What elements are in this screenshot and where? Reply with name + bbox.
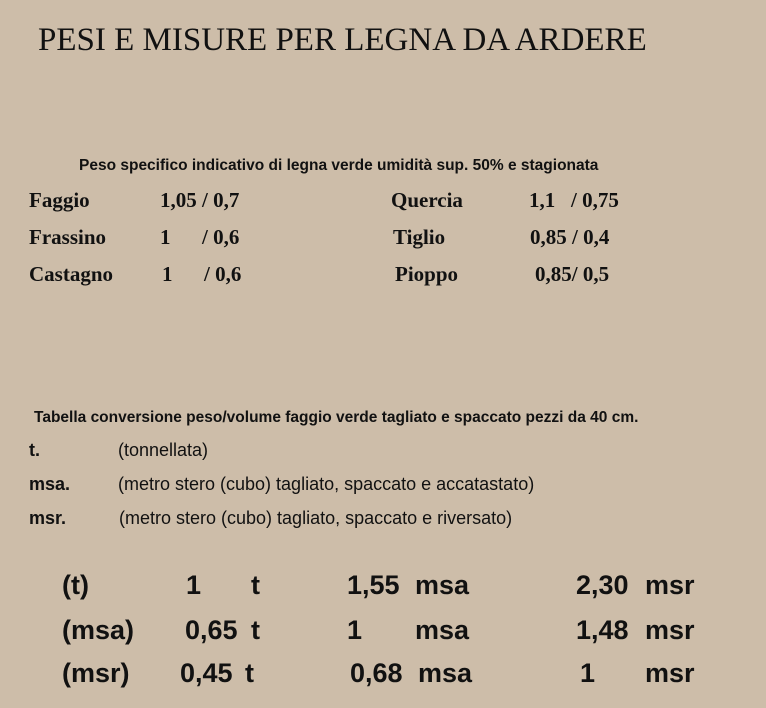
wood-value: 0,85 / 0,4 (530, 225, 610, 249)
conversion-t-unit: t (245, 658, 254, 688)
wood-value: 1,05 / 0,7 (160, 188, 240, 212)
conversion-msr-value: 1,48 (576, 615, 629, 645)
conversion-msa-unit: msa (418, 658, 473, 688)
wood-name: Quercia (391, 188, 463, 212)
wood-name: Frassino (29, 225, 107, 249)
wood-value: 1 / 0,6 (162, 262, 242, 286)
conversion-msa-unit: msa (415, 570, 470, 600)
wood-name: Tiglio (393, 225, 446, 249)
conversion-msr-unit: msr (645, 615, 695, 645)
conversion-msa-value: 1 (347, 615, 363, 645)
legend-abbr: t. (29, 440, 40, 460)
legend-abbr: msa. (29, 474, 71, 494)
legend-desc: (metro stero (cubo) tagliato, spaccato e riversato) (119, 508, 513, 528)
wood-value: 0,85/ 0,5 (535, 262, 610, 286)
weights-heading: Peso specifico indicativo di legna verde umidità sup. 50% e stagionata (79, 157, 599, 174)
conversion-msr-unit: msr (645, 570, 695, 600)
legend-desc: (tonnellata) (118, 440, 209, 460)
conversion-t-value: 0,65 (185, 615, 238, 645)
conversion-t-value: 0,45 (180, 658, 233, 688)
conversion-msr-value: 1 (580, 658, 596, 688)
legend-abbr: msr. (29, 508, 67, 528)
legend-desc: (metro stero (cubo) tagliato, spaccato e accatastato) (118, 474, 535, 494)
page-title: PESI E MISURE PER LEGNA DA ARDERE (38, 22, 647, 58)
conversion-t-value: 1 (186, 570, 202, 600)
conversion-t-unit: t (251, 570, 260, 600)
conversion-msa-unit: msa (415, 615, 470, 645)
wood-name: Castagno (29, 262, 114, 286)
conversion-msa-value: 0,68 (350, 658, 403, 688)
wood-value: 1,1 / 0,75 (529, 188, 619, 212)
conversion-row-unit: (t) (62, 570, 89, 600)
conversion-t-unit: t (251, 615, 260, 645)
wood-value: 1 / 0,6 (160, 225, 240, 249)
conversion-row-unit: (msr) (62, 658, 130, 688)
conversion-msr-value: 2,30 (576, 570, 629, 600)
conversion-msa-value: 1,55 (347, 570, 400, 600)
wood-name: Pioppo (395, 262, 459, 286)
conversion-msr-unit: msr (645, 658, 695, 688)
wood-name: Faggio (29, 188, 90, 212)
conversion-heading: Tabella conversione peso/volume faggio verde tagliato e spaccato pezzi da 40 cm. (34, 409, 639, 426)
conversion-row-unit: (msa) (62, 615, 135, 645)
